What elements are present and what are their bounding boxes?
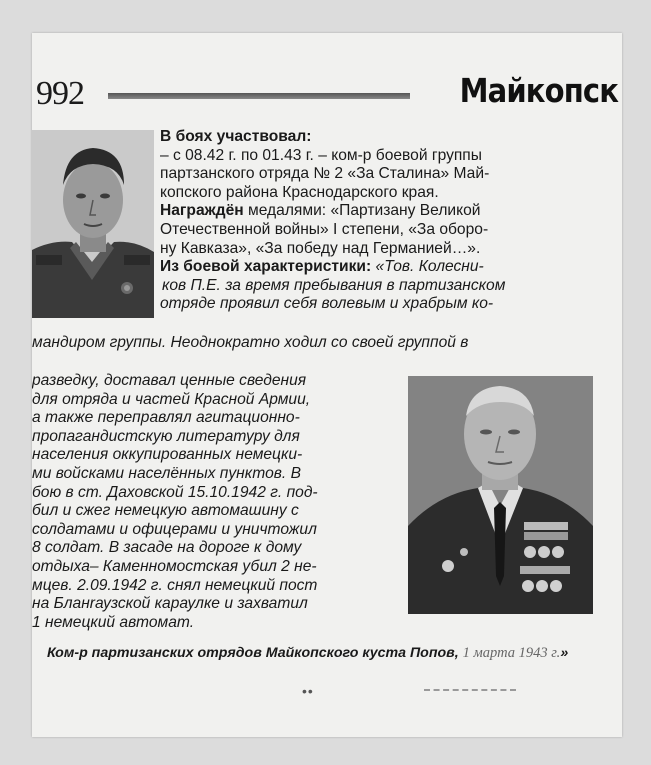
text-line: ков П.Е. за время пребывания в партизанском [162,276,506,294]
text-line: ну Кавказа», «За победу над Германией…». [160,239,481,257]
text-line: бою в ст. Даховской 15.10.1942 г. под- [32,483,318,501]
text-line: солдатами и офицерами и уничтожил [32,520,317,538]
characteristic-full-width-text [32,334,468,353]
header-rule [108,93,410,99]
text-line: партзанского отряда № 2 «За Сталина» Май- [160,165,490,183]
newspaper-page [32,33,622,737]
text-line: мцев. 2.09.1942 г. снял немецкий пост [32,576,318,594]
signature-line [47,645,568,662]
biography-upper-text [160,128,505,314]
text-line: отдыха– Каменномостская убил 2 не- [32,557,317,575]
text-line: на Бланrаузской караулке и захватил [32,595,308,613]
signature-date: 1 марта 1943 г. [462,645,561,661]
text-line: отряде проявил себя волевым и храбрым ко- [160,295,494,313]
text-line: разведку, доставал ценные сведения [32,372,307,389]
portrait-photo-veteran [408,376,593,614]
portrait-photo-young-soldier [32,130,154,318]
text-line: 1 немецкий автомат. [32,613,195,631]
signature-text: Ком-р партизанских отрядов Майкопского куста Попов, [47,645,459,661]
text-line: а также переправлял агитационно- [32,409,300,427]
heading-awarded: Награждён [160,202,244,220]
page-number: 992 [36,75,84,112]
heading-battles: В боях участвовал: [160,128,312,145]
text-line: медалями: «Партизану Великой [243,202,481,220]
closing-quote: » [560,645,569,661]
text-line: Отечественной войны» I степени, «За оборо- [160,220,489,238]
text-line: «Тов. Колесни- [371,258,484,276]
text-line: населения оккупированных немецки- [32,446,303,464]
text-line: ми войсками населённых пунктов. В [32,464,301,482]
footer-dots: •• [302,683,314,699]
footer-dashed-rule [424,689,516,691]
characteristic-column-text [32,372,318,632]
text-line: копского района Краснодарского края. [160,183,439,201]
text-line: – с 08.42 г. по 01.43 г. – ком-р боевой группы [160,146,482,164]
text-line: пропагандистскую литературу для [32,427,300,445]
heading-characteristic: Из боевой характеристики: [160,258,372,276]
text-line: бил и сжег немецкую автомашину с [32,502,299,520]
text-line: мандиром группы. Неоднократно ходил со своей группой в [32,334,469,351]
section-title: Майкопск [459,71,618,110]
text-line: для отряда и частей Красной Армии, [32,390,311,408]
text-line: 8 солдат. В засаде на дороге к дому [32,539,302,557]
